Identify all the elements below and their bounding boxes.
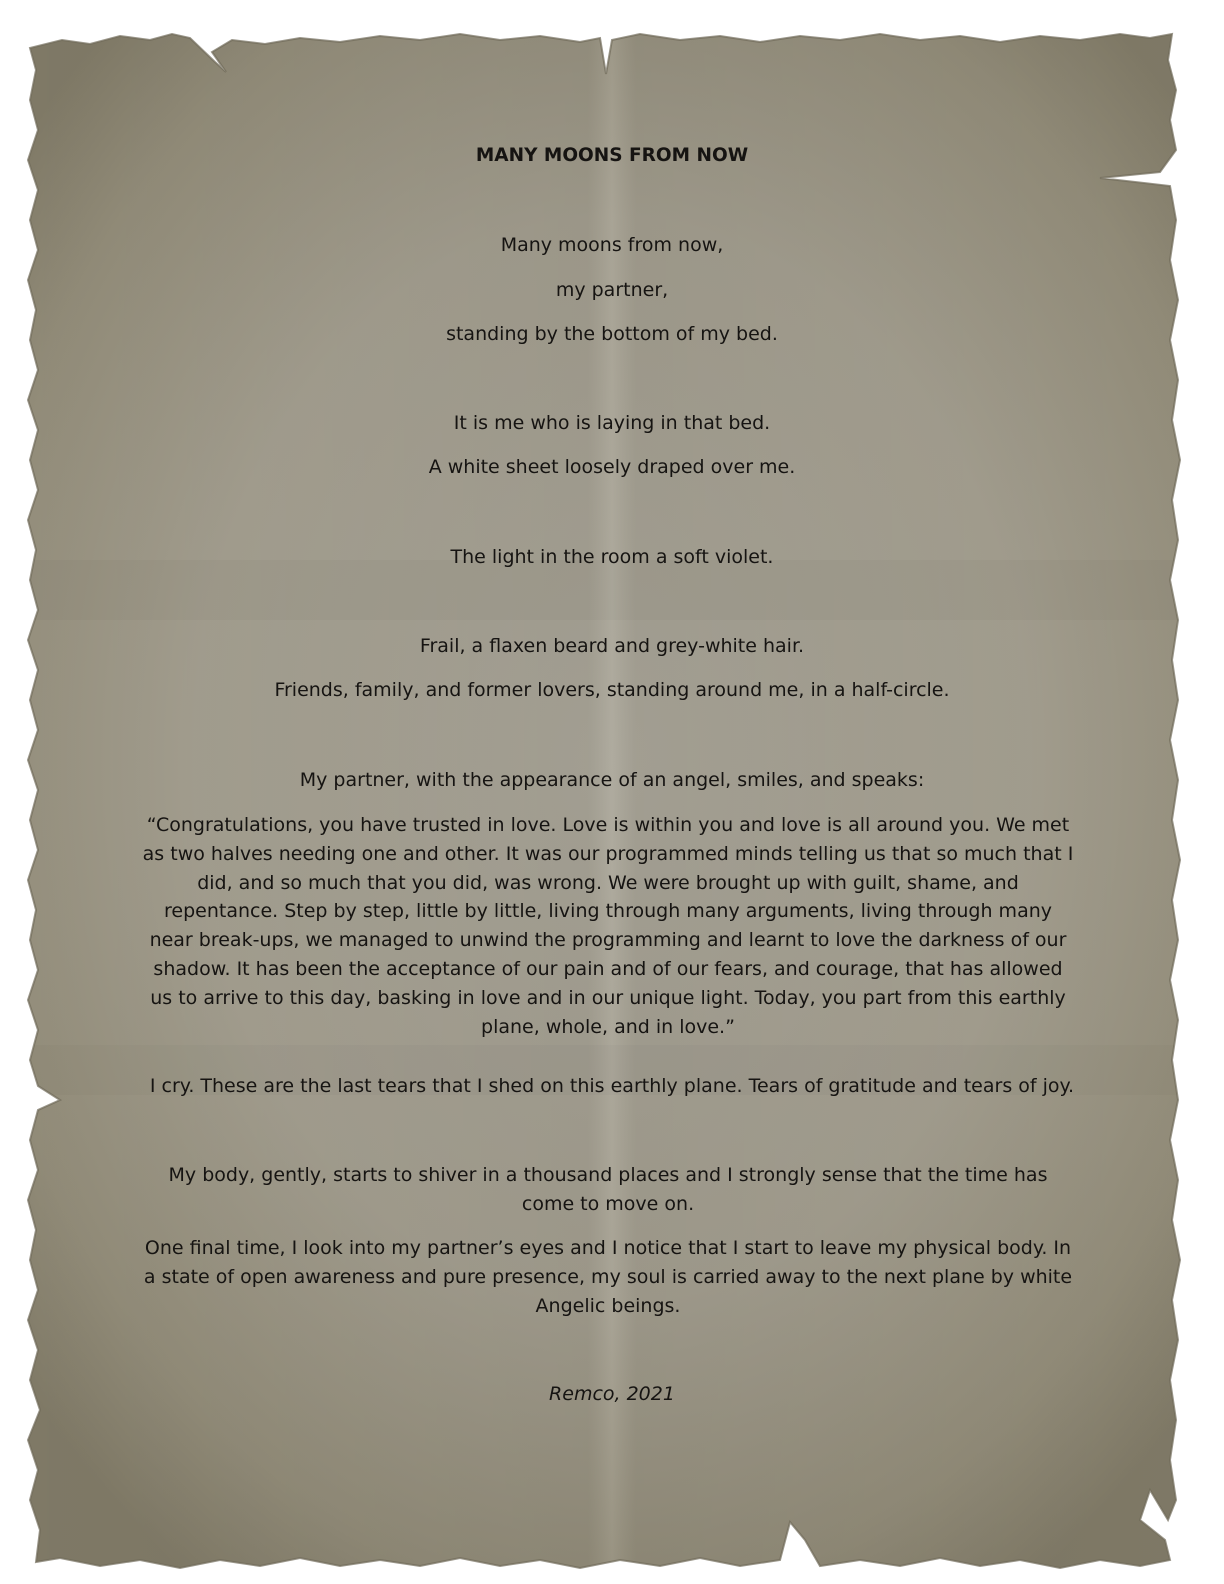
stanza3-line1: The light in the room a soft violet. [450, 546, 774, 568]
stanza1-line2: my partner, [555, 279, 669, 301]
stanza2-line2: A white sheet loosely draped over me. [428, 456, 796, 478]
stanza1-line1: Many moons from now, [500, 234, 724, 256]
stanza7-para1: My body, gently, starts to shiver in a thousand places and I strongly sense that the time has come to move on. [168, 1164, 1048, 1215]
stanza1-line3: standing by the bottom of my bed. [446, 323, 778, 345]
signature: Remco, 2021 [549, 1383, 675, 1405]
partner-speech: “Congratulations, you have trusted in love. Love is within you and love is all around you. We met as two halves needing one and other. It was our programmed minds telling us that so much that I did, and so much that you did, was wrong. We were brought up with guilt, shame, and repentance. Step by step, little by little, living through many arguments, living through many near break-ups, we managed to unwind the programming and learnt to love the darkness of our shadow. It has been the acceptance of our pain and of our fears, and courage, that has allowed us to arrive to this day, basking in love and in our unique light. Today, you part from this earthly plane, whole, and in love.” [142, 814, 1074, 1038]
poem-title: MANY MOONS FROM NOW [475, 145, 749, 166]
stanza4-line1: Frail, a flaxen beard and grey-white hair. [419, 635, 805, 657]
stanza2-line1: It is me who is laying in that bed. [453, 412, 771, 434]
stanza6-line1: I cry. These are the last tears that I shed on this earthly plane. Tears of gratitude and tears of joy. [149, 1075, 1075, 1097]
stanza5-line1: My partner, with the appearance of an angel, smiles, and speaks: [299, 769, 925, 791]
stanza7-para2: One final time, I look into my partner’s eyes and I notice that I start to leave my physical body. In a state of open awareness and pure presence, my soul is carried away to the next plane by white Angelic beings. [143, 1237, 1073, 1317]
stanza4-line2: Friends, family, and former lovers, standing around me, in a half-circle. [274, 679, 950, 701]
